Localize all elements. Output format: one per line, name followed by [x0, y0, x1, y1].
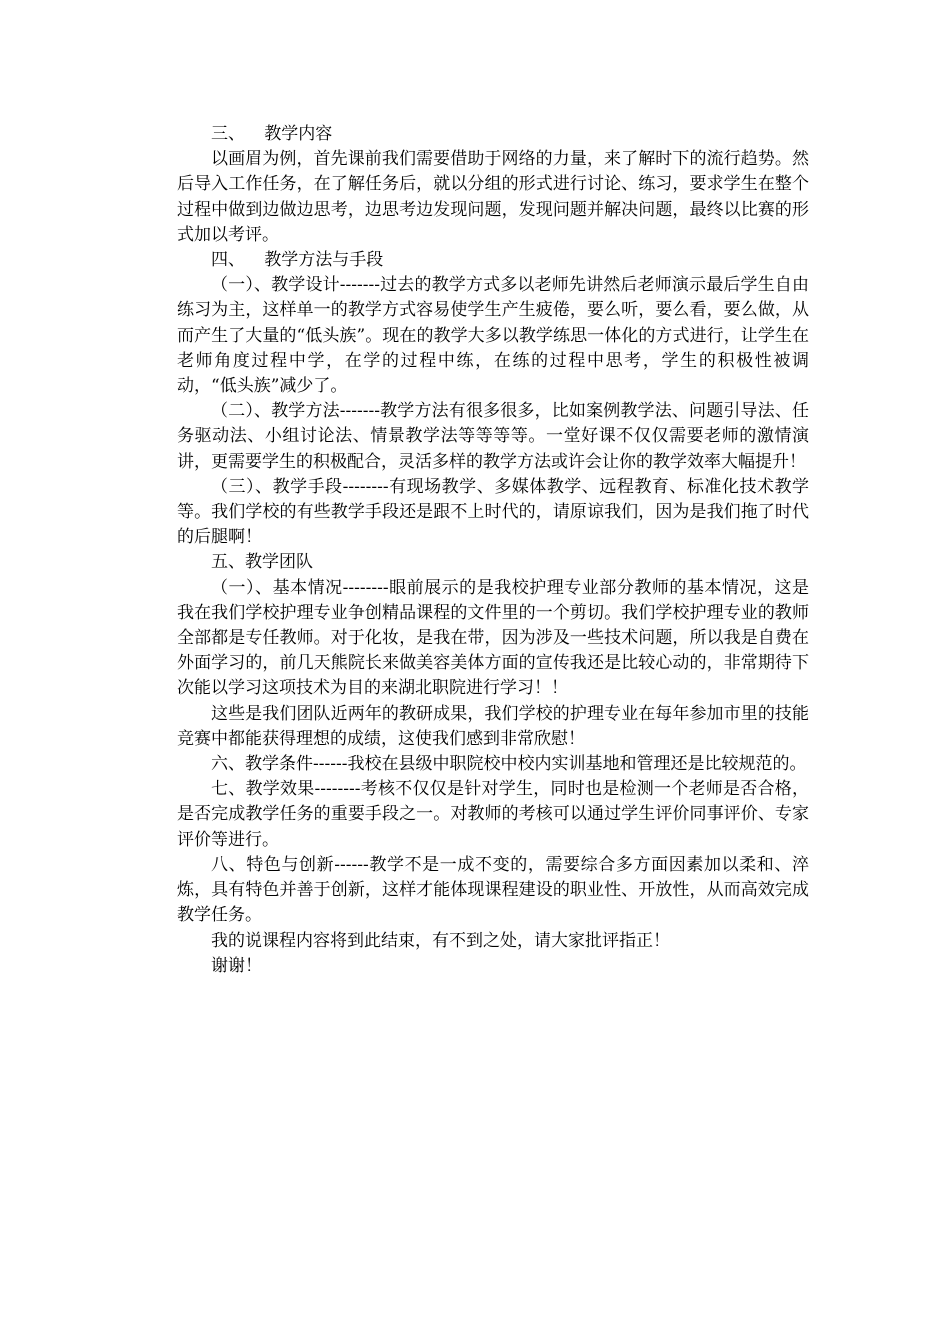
section-heading-methods: 四、 教学方法与手段 — [211, 250, 384, 271]
paragraph-teaching-methods: （二）、教学方法-------教学方法有很多很多，比如案例教学法、问题引导法、任务驱动法、小组讨论法、情景教学法等等等等。一堂好课不仅仅需要老师的激情演讲，更需要学生的积极配合，灵活多样的教学方法或许会让你的教学效率大幅提升！ — [177, 401, 809, 472]
paragraph-thanks: 谢谢！ — [211, 955, 262, 976]
paragraph-teaching-conditions: 六、教学条件------我校在县级中职院校中校内实训基地和管理还是比较规范的。 — [211, 754, 807, 775]
paragraph-features-innovation: 八、特色与创新------教学不是一成不变的，需要综合多方面因素加以柔和、淬炼，具有特色并善于创新，这样才能体现课程建设的职业性、开放性，从而高效完成教学任务。 — [177, 854, 809, 926]
section-heading-teaching-content: 三、 教学内容 — [211, 124, 333, 144]
paragraph-closing: 我的说课程内容将到此结束，有不到之处，请大家批评指正！ — [211, 930, 670, 951]
paragraph-teaching-content: 以画眉为例，首先课前我们需要借助于网络的力量，来了解时下的流行趋势。然后导入工作任务，在了解任务后，就以分组的形式进行讨论、练习，要求学生在整个过程中做到边做边思考，边思考边发现问题，发现问题并解决问题，最终以比赛的形式加以考评。 — [177, 149, 809, 245]
document-body — [177, 122, 809, 979]
paragraph-teaching-means: （三）、教学手段--------有现场教学、多媒体教学、远程教育、标准化技术教学等。我们学校的有些教学手段还是跟不上时代的，请原谅我们，因为是我们拖了时代的后腿啊！ — [177, 476, 809, 548]
paragraph-teaching-effect: 七、教学效果--------考核不仅仅是针对学生，同时也是检测一个老师是否合格，是否完成教学任务的重要手段之一。对教师的考核可以通过学生评价同事评价、专家评价等进行。 — [177, 779, 809, 850]
paragraph-teaching-design: （一）、教学设计-------过去的教学方式多以老师先讲然后老师演示最后学生自由练习为主，这样单一的教学方式容易使学生产生疲倦，要么听，要么看，要么做，从而产生了大量的“低头族”。现在的教学大多以教学练思一体化的方式进行，让学生在老师角度过程中学，在学的过程中练，在练的过程中思考，学生的积极性被调动，“低头族”减少了。 — [177, 275, 809, 397]
section-heading-team: 五、教学团队 — [211, 552, 313, 573]
paragraph-team-basic: （一）、基本情况--------眼前展示的是我校护理专业部分教师的基本情况，这是我在我们学校护理专业争创精品课程的文件里的一个剪切。我们学校护理专业的教师全部都是专任教师。对于化妆，是我在带，因为涉及一些技术问题，所以我是自费在外面学习的，前几天熊院长来做美容美体方面的宣传我还是比较心动的，非常期待下次能以学习这项技术为目的来湖北职院进行学习！！ — [177, 577, 809, 699]
paragraph-team-results: 这些是我们团队近两年的教研成果，我们学校的护理专业在每年参加市里的技能竞赛中都能获得理想的成绩，这使我们感到非常欣慰！ — [177, 703, 809, 749]
